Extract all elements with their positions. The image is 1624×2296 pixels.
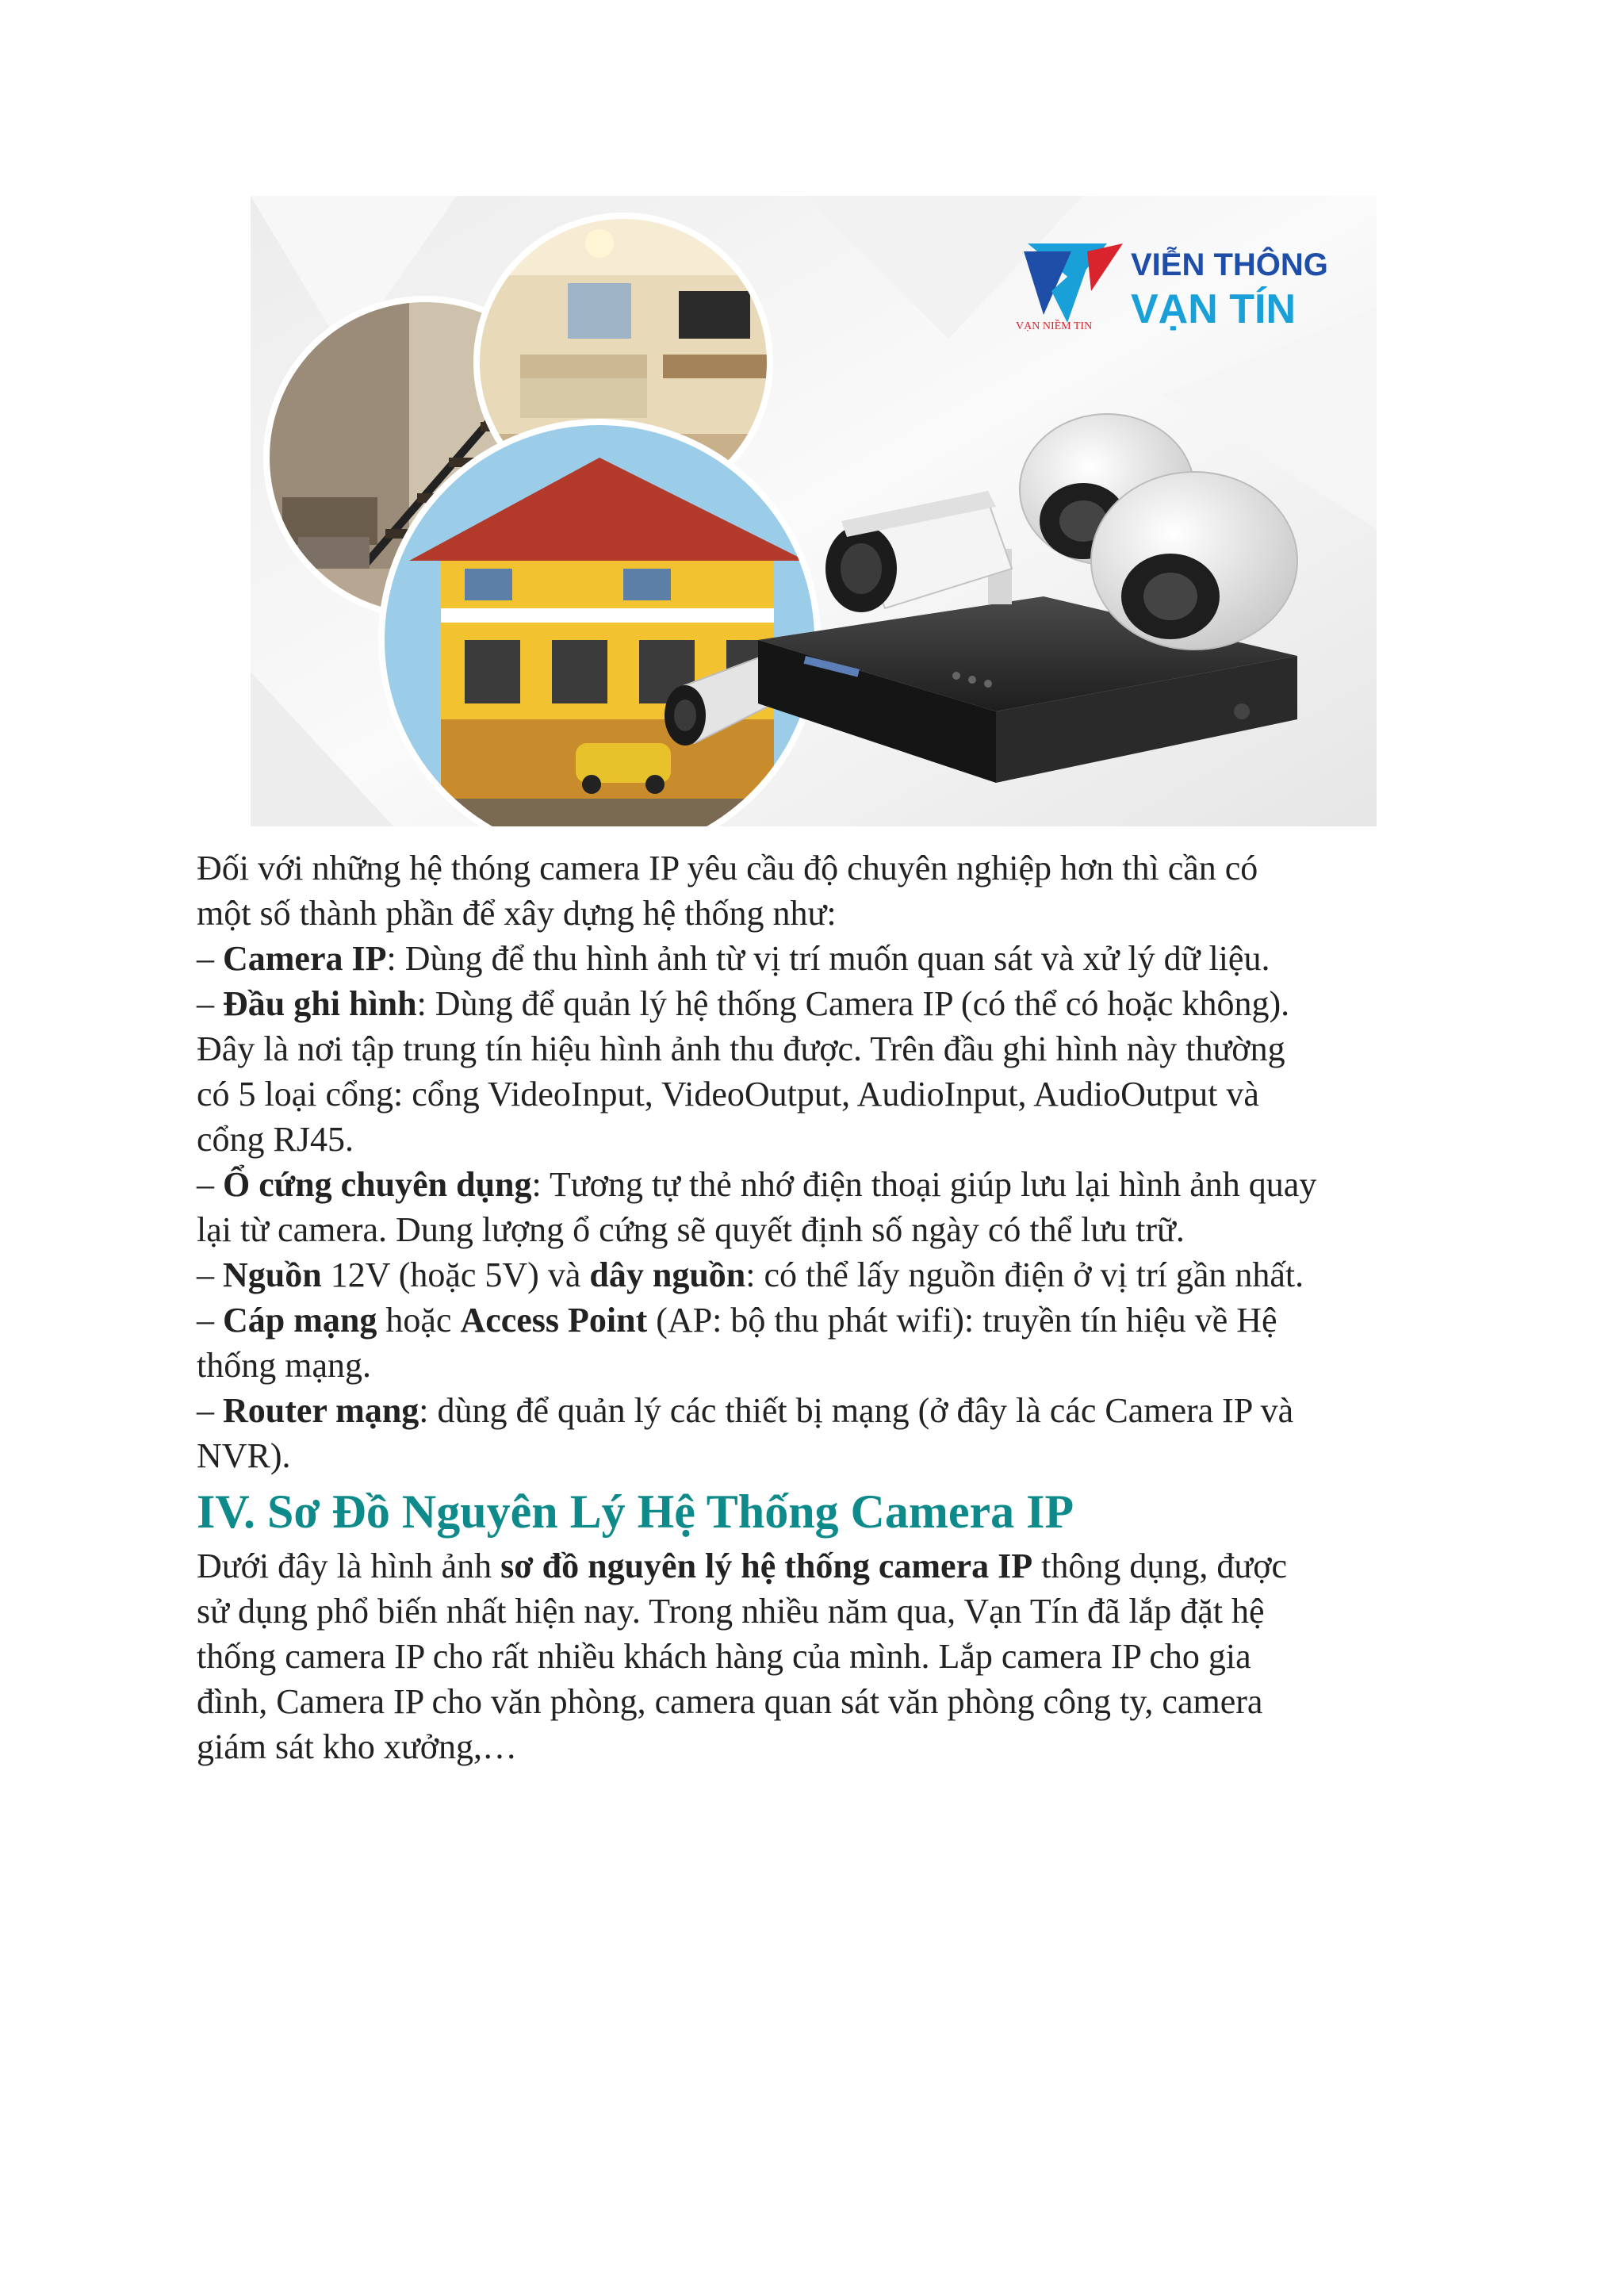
dome-camera-front xyxy=(1091,472,1297,650)
section-heading: IV. Sơ Đồ Nguyên Lý Hệ Thống Camera IP xyxy=(197,1485,1074,1538)
hero-image xyxy=(251,196,1377,826)
item-camera: – Camera IP: Dùng để thu hình ảnh từ vị trí muốn quan sát và xử lý dữ liệu. xyxy=(197,939,1270,978)
section-paragraph: Dưới đây là hình ảnh sơ đồ nguyên lý hệ thống camera IP thông dụng, được sử dụng phổ biến nhất hiện nay. Trong nhiều năm qua, Vạn Tín đã lắp đặt hệ thống camera IP cho rất nhiều khách hàng của mình. Lắp camera IP cho gia đình, Camera IP cho văn phòng, camera quan sát văn phòng công ty, camera giám sát kho xưởng,… xyxy=(197,1547,1287,1766)
item-recorder: – Đầu ghi hình: Dùng để quản lý hệ thống Camera IP (có thể có hoặc không). Đây là nơi tập trung tín hiệu hình ảnh thu được. Trên đầu ghi hình này thường có 5 loại cổng: cổng VideoInput, VideoOutput, AudioInput, AudioOutput và cổng RJ45. xyxy=(197,984,1290,1159)
item-network: – Cáp mạng hoặc Access Point (AP: bộ thu phát wifi): truyền tín hiệu về Hệ thống mạng. xyxy=(197,1301,1277,1385)
item-power: – Nguồn 12V (hoặc 5V) và dây nguồn: có thể lấy nguồn điện ở vị trí gần nhất. xyxy=(197,1255,1304,1294)
components-text xyxy=(197,845,1450,1478)
item-disk: – Ổ cứng chuyên dụng: Tương tự thẻ nhớ điện thoại giúp lưu lại hình ảnh quay lại từ camera. Dung lượng ổ cứng sẽ quyết định số ngày có thể lưu trữ. xyxy=(197,1165,1317,1249)
logo-tagline: VẠN NIỀM TIN xyxy=(1016,320,1093,332)
item-router: – Router mạng: dùng để quản lý các thiết bị mạng (ở đây là các Camera IP và NVR). xyxy=(197,1391,1294,1475)
logo-line1: VIỄN THÔNG xyxy=(1131,247,1328,282)
intro-paragraph: Đối với những hệ thóng camera IP yêu cầu độ chuyên nghiệp hơn thì cần có một số thành phần để xây dựng hệ thống như: xyxy=(197,849,1258,933)
logo-line2: VẠN TÍN xyxy=(1131,286,1296,332)
